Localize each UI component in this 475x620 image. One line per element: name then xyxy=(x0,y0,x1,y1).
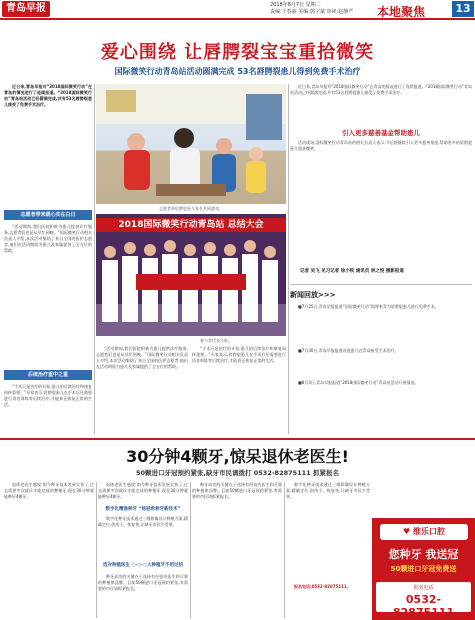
column-rule-5 xyxy=(284,482,285,618)
second-subhead-doctor: 选对种植医生 ○-○-○人种植牙不用过招 xyxy=(102,563,184,568)
column-rule-1 xyxy=(94,84,95,434)
ad-phone-box[interactable] xyxy=(376,582,471,619)
photo-caption-top: 志愿者和唇腭裂患儿家长共同游戏。 xyxy=(159,206,223,211)
second-subhead-digital: 数字化精准种牙 “杨冠希种牙新技术” xyxy=(105,507,181,512)
editor-line: 责编:于春丽 美编:郭宇斌 审读:赵静严 xyxy=(270,9,354,15)
brief-title: 新闻回放>>> xyxy=(290,291,336,299)
divider-brief xyxy=(290,284,472,285)
byline: 记者 吴飞 见习记者 徐小钦 通讯员 林之悦 摄影报道 xyxy=(300,269,404,274)
second-body-2: 数字化种牙技术通过三维影像设计种植方案,精确定位,创伤小、恢复快,让缺牙市民少受罪。 xyxy=(98,516,188,527)
second-body-4: 数字化种牙技术通过三维影像设计种植方案,精确定位,创伤小、恢复快,让缺牙市民少受罪。 xyxy=(286,482,370,499)
second-body-3: 种牙成功的关键在于选择有经验的医生和可靠的种植体品牌。目前50颗进口牙冠预约紧张,有需要的市民请抓紧报名。 xyxy=(98,574,188,591)
section-title: 本地聚焦 xyxy=(377,5,426,19)
lead-body-3: 活动现场,国际微笑行动青岛站的相关负责人表示,今后将继续引入更多慈善基金,帮助更多的唇腭裂患儿重获微笑。 xyxy=(290,140,472,151)
second-subheadline: 50颗进口牙冠预约紧张,缺牙市民请拨打 0532-82875111 抓紧报名 xyxy=(135,469,339,477)
dental-ad[interactable] xyxy=(372,518,475,620)
subhead-charity: 引入更多慈善基金帮助患儿 xyxy=(342,129,420,137)
column-rule-2 xyxy=(288,84,289,434)
lead-body-1-cont: “活动期间,我们医院积极为患儿提供诊疗服务,志愿者们也是从早忙到晚。”国际微笑行动相关负责人介绍,本次活动集结了来自全国的医护志愿者,他们在活动期间为患儿及家属提供了全方位的帮助。 xyxy=(96,346,188,369)
ad-brand-name: 维乐口腔 xyxy=(412,527,445,536)
lead-body-2-cont: “手术只是治疗的开始,患儿的后续治疗和康复同样重要。”专家表示,唇腭裂患儿在手术后还需要进行语音训练等后续治疗,才能真正恢复正常的生活。 xyxy=(192,346,286,363)
tooth-icon: ♥ xyxy=(403,527,411,536)
photo-caption-bottom: 参与者代表合影。 xyxy=(200,338,232,343)
brief-item-1: ■7月25日,青岛早报报道“国际微笑行动”即将来青为唇腭裂患儿进行免费手术。 xyxy=(298,304,439,309)
ad-tagline-2: 50颗进口牙冠免费送 xyxy=(390,565,457,573)
group-people-illustration xyxy=(96,214,286,336)
subhead-volunteers: 志愿者带来暖心实在白日 xyxy=(4,210,92,220)
second-body-1: 退休老医生感叹:如今种牙技术发展太快了,过去需要多次就诊才能完成的种植牙,现在30分钟就能种好4颗牙。 xyxy=(4,482,94,499)
lead-intro: 近日来,青岛早报对“2018国际微笑行动”在青岛的情况进行了连续报道。“2018国际微笑行动”青岛站活动已经圆满完成,共有53名唇腭裂患儿接受了免费手术治疗。 xyxy=(4,84,92,107)
second-body-3b: 种牙成功的关键在于选择有经验的医生和可靠的种植体品牌。目前50颗进口牙冠预约紧张,有需要的市民请抓紧报名。 xyxy=(192,482,282,499)
date-line: 2018年8月7日 星期二 xyxy=(270,2,321,8)
second-body-1b: 退休老医生感叹:如今种牙技术发展太快了,过去需要多次就诊才能完成的种植牙,现在30分钟就能种好4颗牙。 xyxy=(98,482,188,499)
photo-group-summary xyxy=(96,214,286,336)
photo-scene-illustration xyxy=(96,84,286,204)
second-headline: 30分钟4颗牙,惊呆退休老医生! xyxy=(126,447,349,466)
newspaper-logo: 青岛早报 xyxy=(2,1,50,17)
brief-item-2: ■7月30日,青岛早报报道首批患儿在青岛接受手术治疗。 xyxy=(298,348,399,353)
lead-subheadline: 国际微笑行动青岛站活动圆满完成 53名唇腭裂患儿得到免费手术治疗 xyxy=(114,67,361,76)
ad-brand xyxy=(380,524,468,540)
ad-tagline-1: 您种牙 我送冠 xyxy=(388,548,459,561)
summary-banner: 2018国际微笑行动青岛站 总结大会 xyxy=(96,218,286,232)
lead-headline: 爱心围绕 让唇腭裂宝宝重拾微笑 xyxy=(100,42,375,63)
photo-volunteers-playing xyxy=(96,84,286,204)
column-rule-4 xyxy=(190,482,191,618)
lead-body-1: “活动期间,我们医院积极为患儿提供诊疗服务,志愿者们也是从早忙到晚。”国际微笑行动相关负责人介绍,本次活动集结了来自全国的医护志愿者,他们在活动期间为患儿及家属提供了全方位的帮助。 xyxy=(4,224,92,253)
brief-item-3: ■8月3日,青岛早报报道“2018国际微笑行动”青岛站活动开展情况。 xyxy=(298,380,419,385)
subhead-followup: 后续治疗重中之重 xyxy=(4,370,92,380)
ad-phone-label: 报名电话 xyxy=(413,585,434,591)
page-number: 13 xyxy=(452,1,474,17)
lead-body-right: 近日来,青岛早报对“2018国际微笑行动”在青岛的情况进行了连续报道。“2018国际微笑行动”青岛站活动已经圆满完成,共有53名唇腭裂患儿接受了免费手术治疗。 xyxy=(290,84,472,95)
column-rule-3 xyxy=(96,482,97,618)
second-body-signup: 报名电话:0532-82875111。 xyxy=(294,584,351,589)
lead-body-2: “手术只是治疗的开始,患儿的后续治疗和康复同样重要。”专家表示,唇腭裂患儿在手术后还需要进行语音训练等后续治疗,才能真正恢复正常的生活。 xyxy=(4,384,92,407)
ad-phone: 0532-82875111 xyxy=(392,593,455,619)
divider-second-article xyxy=(0,438,475,440)
